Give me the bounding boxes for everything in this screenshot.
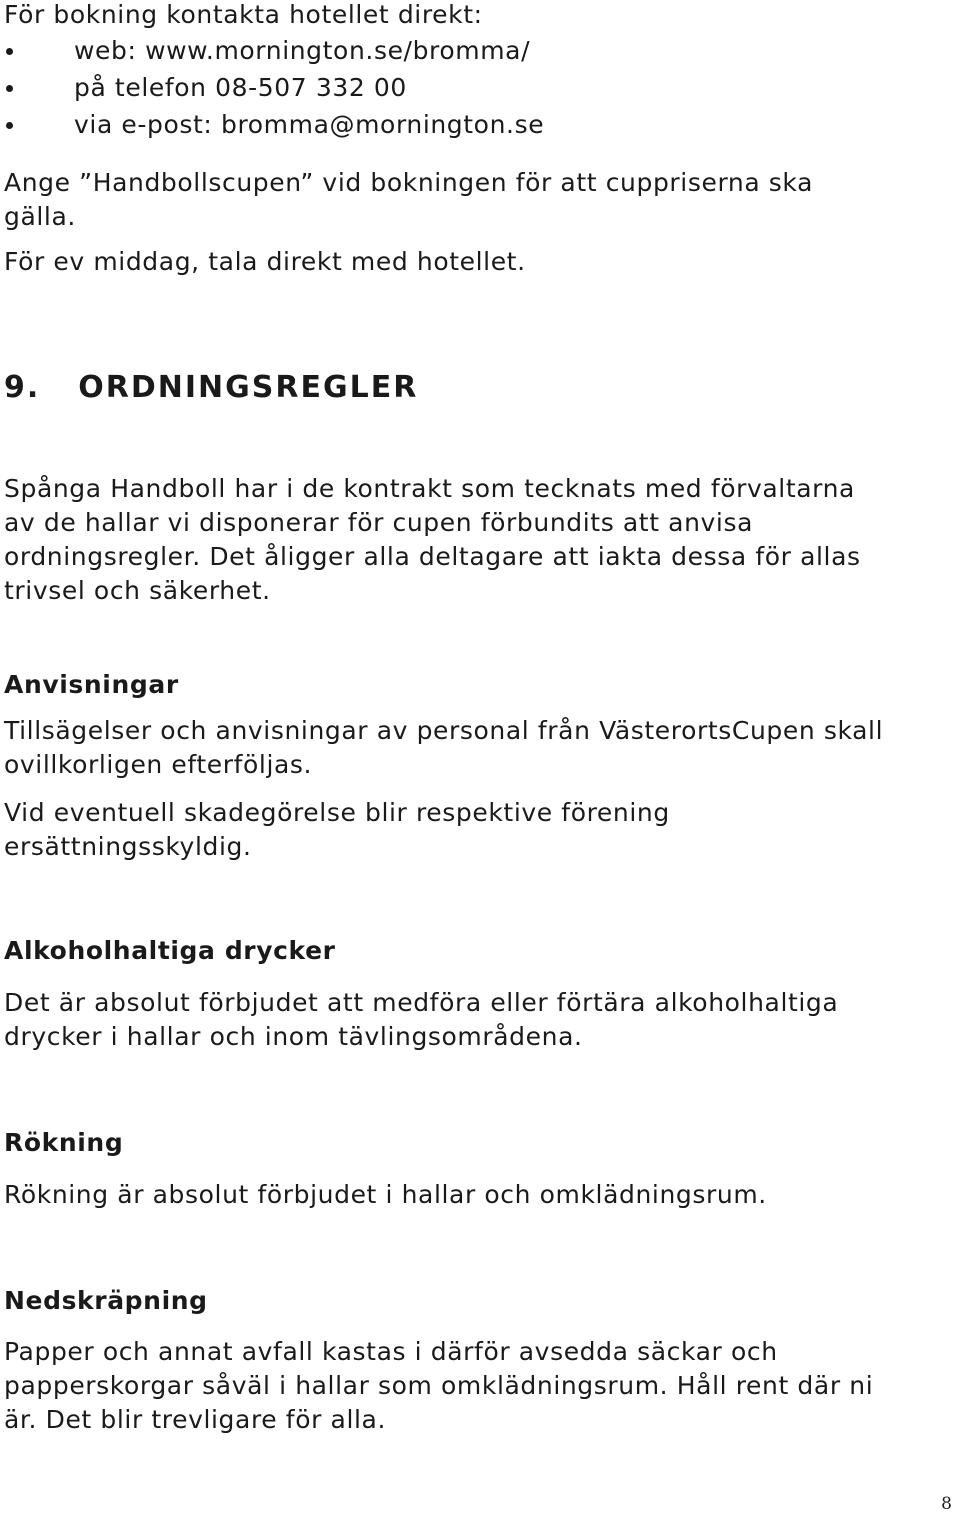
list-item-text: på telefon 08-507 332 00 <box>74 73 407 102</box>
anvisningar-paragraph-1 <box>4 714 883 782</box>
paragraph-line: Papper och annat avfall kastas i därför avsedda säckar och <box>4 1337 778 1366</box>
section-intro <box>4 472 861 608</box>
section-title: ORDNINGSREGLER <box>78 370 419 405</box>
paragraph-line: Vid eventuell skadegörelse blir respektive förening <box>4 798 670 827</box>
paragraph-line: ersättningsskyldig. <box>4 832 252 861</box>
subheading-text: Rökning <box>4 1128 124 1157</box>
alkohol-paragraph <box>4 986 838 1054</box>
booking-note <box>4 166 813 234</box>
section-number: 9. <box>4 370 41 405</box>
bullet-icon <box>6 48 13 55</box>
bullet-icon <box>6 85 13 92</box>
paragraph-line: är. Det blir trevligare för alla. <box>4 1405 387 1434</box>
booking-intro <box>4 0 483 32</box>
paragraph-line: drycker i hallar och inom tävlingsområdena. <box>4 1022 583 1051</box>
list-item-text: via e-post: bromma@mornington.se <box>74 110 545 139</box>
nedskrapning-paragraph <box>4 1335 873 1437</box>
paragraph-line: Tillsägelser och anvisningar av personal från VästerortsCupen skall <box>4 716 884 745</box>
paragraph-line: av de hallar vi disponerar för cupen förbundits att anvisa <box>4 508 753 537</box>
rokning-paragraph <box>4 1178 767 1212</box>
anvisningar-paragraph-2 <box>4 796 670 864</box>
subheading-text: Alkoholhaltiga drycker <box>4 936 336 965</box>
booking-dinner-text: För ev middag, tala direkt med hotellet. <box>4 247 526 276</box>
paragraph-line: papperskorgar såväl i hallar som omklädningsrum. Håll rent där ni <box>4 1371 874 1400</box>
list-item-text: web: www.mornington.se/bromma/ <box>74 36 531 65</box>
booking-note-line: Ange ”Handbollscupen” vid bokningen för att cuppriserna ska <box>4 168 813 197</box>
subheading-rokning <box>4 1126 123 1160</box>
paragraph-line: trivsel och säkerhet. <box>4 576 271 605</box>
booking-dinner <box>4 245 526 279</box>
subheading-alkohol <box>4 934 336 968</box>
paragraph-line: Det är absolut förbjudet att medföra eller förtära alkoholhaltiga <box>4 988 839 1017</box>
paragraph-line: Rökning är absolut förbjudet i hallar och omklädningsrum. <box>4 1180 767 1209</box>
page-number: 8 <box>941 1494 952 1514</box>
paragraph-line: ordningsregler. Det åligger alla deltagare att iakta dessa för allas <box>4 542 861 571</box>
section-heading <box>4 370 418 405</box>
paragraph-line: Spånga Handboll har i de kontrakt som tecknats med förvaltarna <box>4 474 855 503</box>
subheading-text: Anvisningar <box>4 670 179 699</box>
subheading-text: Nedskräpning <box>4 1286 208 1315</box>
booking-intro-text: För bokning kontakta hotellet direkt: <box>4 0 483 29</box>
paragraph-line: ovillkorligen efterföljas. <box>4 750 313 779</box>
bullet-icon <box>6 122 13 129</box>
booking-note-line: gälla. <box>4 202 76 231</box>
subheading-anvisningar <box>4 668 179 702</box>
subheading-nedskrapning <box>4 1284 208 1318</box>
